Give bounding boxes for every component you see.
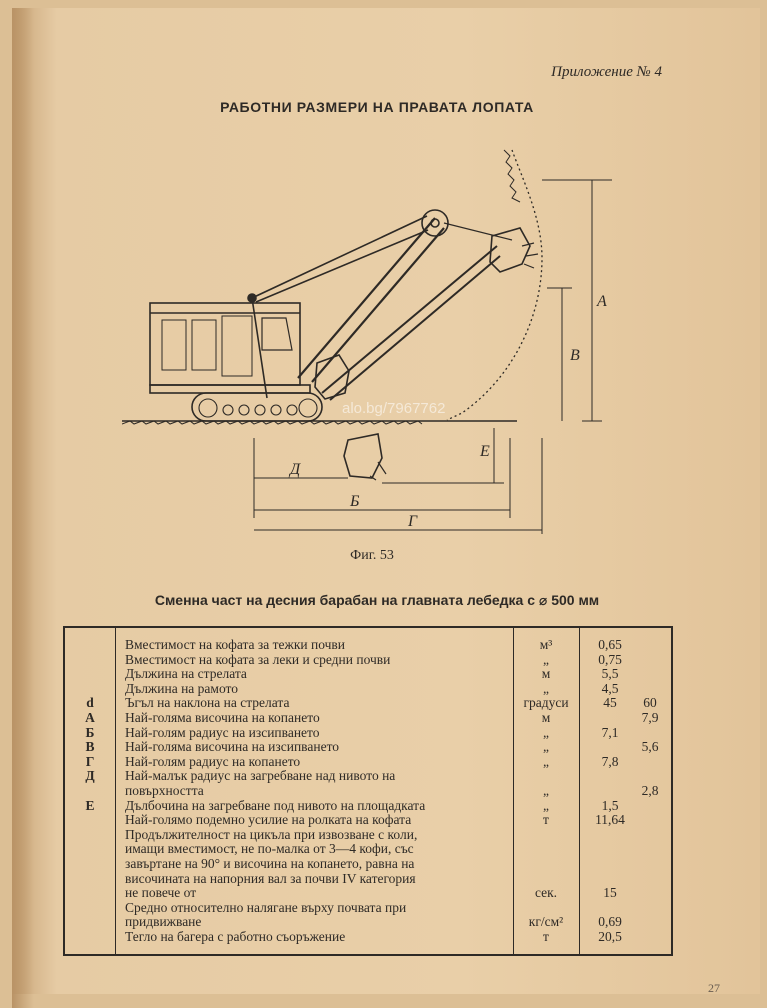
row-parameter: Най-голям радиус на копането xyxy=(125,753,301,769)
row-parameter: Тегло на багера с работно съоръжение xyxy=(125,929,346,944)
row-value-1: 20,5 xyxy=(598,929,622,944)
table-row xyxy=(65,726,671,740)
cab-body xyxy=(150,303,300,385)
row-unit: „ xyxy=(543,651,549,667)
spec-table xyxy=(63,626,673,956)
table-title: Сменна част на десния барабан на главната лебедка с ⌀ 500 мм xyxy=(154,592,600,608)
appendix-label: Приложение № 4 xyxy=(551,64,662,80)
row-unit: „ xyxy=(543,753,549,769)
row-parameter: не повече от xyxy=(125,885,197,901)
table-row xyxy=(65,682,671,696)
row-value-1: 15 xyxy=(603,885,617,901)
row-unit: кг/см² xyxy=(528,914,564,930)
row-parameter: придвижване xyxy=(125,914,202,930)
row-parameter: Продължителност на цикъла при извозване с коли, xyxy=(125,826,418,842)
dim-label-bb: Б xyxy=(350,493,360,510)
row-unit: градуси xyxy=(523,695,569,711)
row-value-1: 0,69 xyxy=(598,914,622,930)
table-row xyxy=(65,872,671,886)
row-parameter: имащи вместимост, не по-малка от 3—4 кофи, със xyxy=(125,841,414,857)
row-parameter: Дължина на стрелата xyxy=(125,666,247,682)
table-row xyxy=(65,857,671,871)
row-value-1: 0,75 xyxy=(598,651,622,667)
boom xyxy=(298,218,435,378)
row-unit: м³ xyxy=(539,637,553,652)
row-parameter: Най-голям радиус на изсипването xyxy=(125,724,320,740)
row-value-1: 7,1 xyxy=(601,724,619,740)
row-parameter: завъртане на 90° и височина на копането, равна на xyxy=(125,856,415,871)
table-row xyxy=(65,915,671,929)
row-unit: т xyxy=(543,812,549,828)
page-gutter xyxy=(12,8,34,1008)
table-row xyxy=(65,901,671,915)
table-row xyxy=(65,842,671,856)
table-row xyxy=(65,653,671,667)
row-parameter: Най-голяма височина на копането xyxy=(125,710,320,725)
table-row xyxy=(65,638,671,652)
dim-label-e: Е xyxy=(480,443,490,460)
table-row xyxy=(65,769,671,783)
row-code: Е xyxy=(85,797,95,813)
row-value-1: 0,65 xyxy=(598,637,622,652)
ground-bucket xyxy=(344,434,382,478)
row-value-1: 5,5 xyxy=(601,666,619,682)
table-row xyxy=(65,828,671,842)
table-row xyxy=(65,813,671,827)
table-row xyxy=(65,696,671,710)
book-page xyxy=(12,8,760,994)
page-number: 27 xyxy=(708,981,720,995)
row-parameter: Най-голяма височина на изсипването xyxy=(125,739,340,755)
table-row xyxy=(65,784,671,798)
row-value-1: 45 xyxy=(603,695,617,711)
row-parameter: височината на напорния вал за почви IV категория xyxy=(125,870,416,886)
dim-label-b: В xyxy=(570,347,580,364)
row-code: Г xyxy=(85,753,95,769)
row-value-1: 7,8 xyxy=(601,753,619,769)
excavator-diagram xyxy=(122,138,642,538)
row-parameter: Най-голямо подемно усилие на ролката на кофата xyxy=(125,812,412,828)
table-row xyxy=(65,667,671,681)
row-code: Д xyxy=(85,768,95,784)
row-parameter: повърхността xyxy=(125,783,204,798)
row-value-2: 60 xyxy=(643,695,657,711)
row-parameter: Вместимост на кофата за леки и средни почви xyxy=(125,651,391,667)
row-code: В xyxy=(85,739,95,755)
row-parameter: Средно относително налягане върху почвата при xyxy=(125,899,407,915)
table-row xyxy=(65,755,671,769)
row-code: А xyxy=(85,710,95,725)
dim-label-d: Д xyxy=(290,461,301,478)
table-row xyxy=(65,886,671,900)
row-unit: сек. xyxy=(534,885,558,901)
row-parameter: Ъгъл на наклона на стрелата xyxy=(125,695,290,711)
row-parameter: Дълбочина на загребване под нивото на площадката xyxy=(125,797,426,813)
row-unit: „ xyxy=(543,783,549,798)
row-parameter: Най-малък радиус на загребване над нивото на xyxy=(125,768,396,784)
row-code: Б xyxy=(85,724,95,740)
raised-bucket xyxy=(490,228,530,272)
row-unit: т xyxy=(543,929,549,944)
figure-caption: Фиг. 53 xyxy=(350,548,394,563)
row-value-1: 4,5 xyxy=(601,680,619,696)
dim-label-a: А xyxy=(597,293,607,310)
row-unit: м xyxy=(541,666,551,682)
row-unit: „ xyxy=(543,724,549,740)
row-value-1: 11,64 xyxy=(595,812,625,828)
row-code: d xyxy=(86,695,94,711)
row-unit: „ xyxy=(543,680,549,696)
page-title: РАБОТНИ РАЗМЕРИ НА ПРАВАТА ЛОПАТА xyxy=(220,99,534,115)
watermark: alo.bg/7967762 xyxy=(342,400,446,417)
table-row xyxy=(65,740,671,754)
dim-label-g: Г xyxy=(408,513,418,530)
table-row xyxy=(65,930,671,944)
row-value-2: 5,6 xyxy=(641,739,659,755)
row-unit: „ xyxy=(543,797,549,813)
row-value-2: 7,9 xyxy=(641,710,659,725)
table-row xyxy=(65,799,671,813)
table-row xyxy=(65,711,671,725)
row-parameter: Вместимост на кофата за тежки почви xyxy=(125,637,346,652)
row-unit: м xyxy=(541,710,551,725)
row-parameter: Дължина на рамото xyxy=(125,680,238,696)
row-value-2: 2,8 xyxy=(641,783,659,798)
row-value-1: 1,5 xyxy=(601,797,619,813)
row-unit: „ xyxy=(543,739,549,755)
